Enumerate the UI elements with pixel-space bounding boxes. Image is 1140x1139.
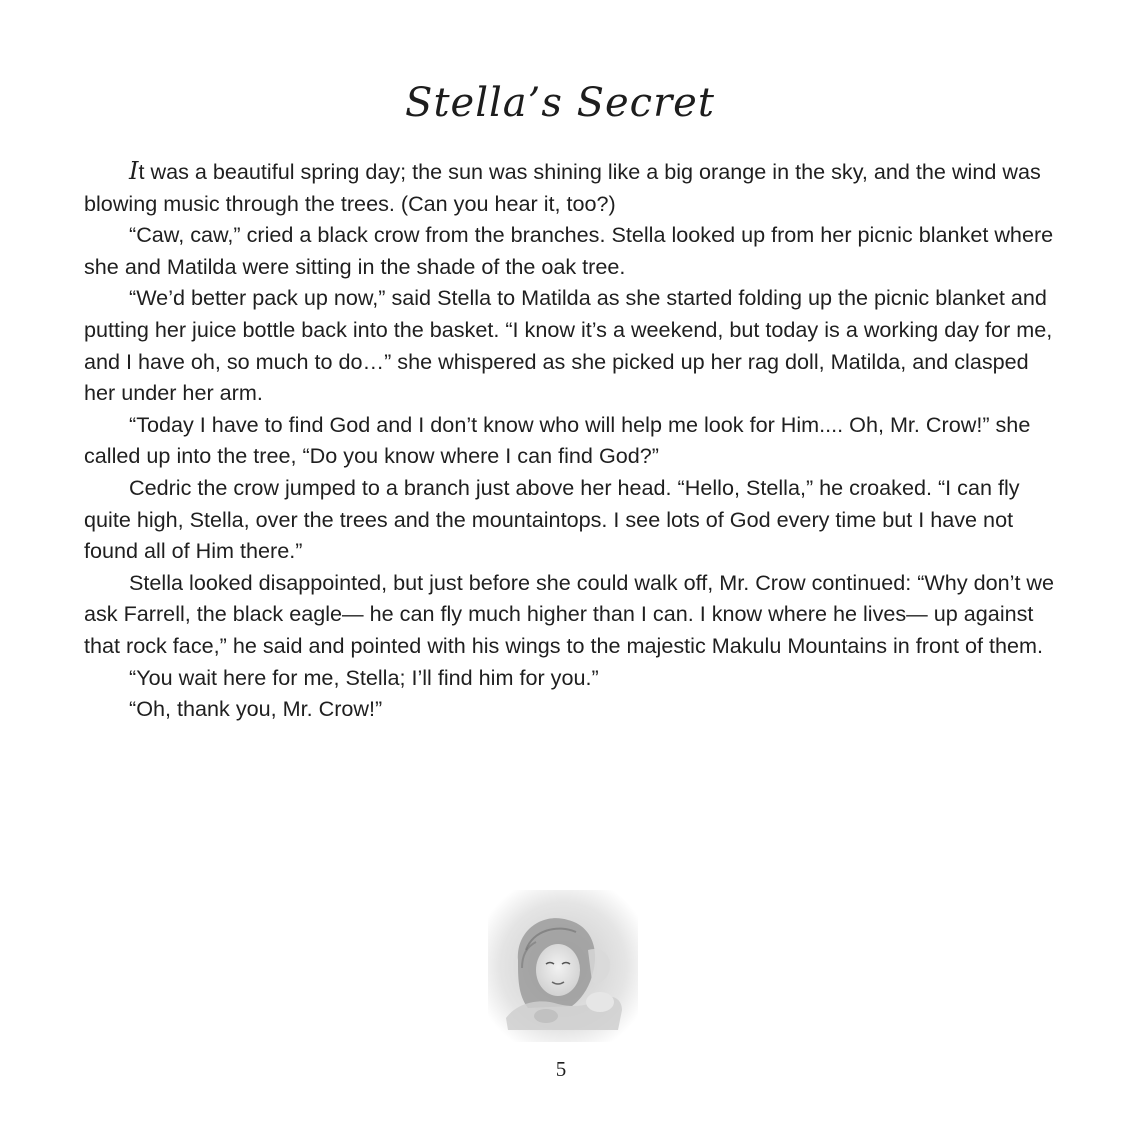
paragraph-1 bbox=[84, 156, 1059, 219]
paragraph-5: Cedric the crow jumped to a branch just above her head. “Hello, Stella,” he croaked. “I can fly quite high, Stella, over the trees and the mountaintops. I see lots of God every time but I have not found all of Him there.” bbox=[84, 474, 1020, 564]
paragraph-8: “Oh, thank you, Mr. Crow!” bbox=[129, 696, 383, 722]
story-text bbox=[84, 156, 1059, 725]
paragraph-7: “You wait here for me, Stella; I’ll find him for you.” bbox=[129, 664, 599, 690]
paragraph-4: “Today I have to find God and I don’t know who will help me look for Him.... Oh, Mr. Crow!” she called up into the tree, “Do you know where I can find God?” bbox=[84, 411, 1031, 469]
page-title: Stella’s Secret bbox=[405, 80, 715, 126]
paragraph-1-text: t was a beautiful spring day; the sun was shining like a big orange in the sky, and the wind was blowing music through the trees. (Can you hear it, too?) bbox=[84, 159, 1041, 216]
page-number: 5 bbox=[555, 1057, 567, 1081]
drop-cap: I bbox=[129, 157, 139, 185]
girl-illustration bbox=[488, 890, 638, 1042]
paragraph-3: “We’d better pack up now,” said Stella to Matilda as she started folding up the picnic blanket and putting her juice bottle back into the basket. “I know it’s a weekend, but today is a working day for me, and I have oh, so much to do…” she whispered as she picked up her rag doll, Matilda, and clasped her under her arm. bbox=[84, 285, 1053, 406]
paragraph-6: Stella looked disappointed, but just before she could walk off, Mr. Crow continued: “Why don’t we ask Farrell, the black eagle— he can fly much higher than I can. I know where he lives— up against that rock face,” he said and pointed with his wings to the majestic Makulu Mountains in front of them. bbox=[84, 569, 1055, 658]
paragraph-2: “Caw, caw,” cried a black crow from the branches. Stella looked up from her picnic blanket where she and Matilda were sitting in the shade of the oak tree. bbox=[84, 222, 1054, 279]
